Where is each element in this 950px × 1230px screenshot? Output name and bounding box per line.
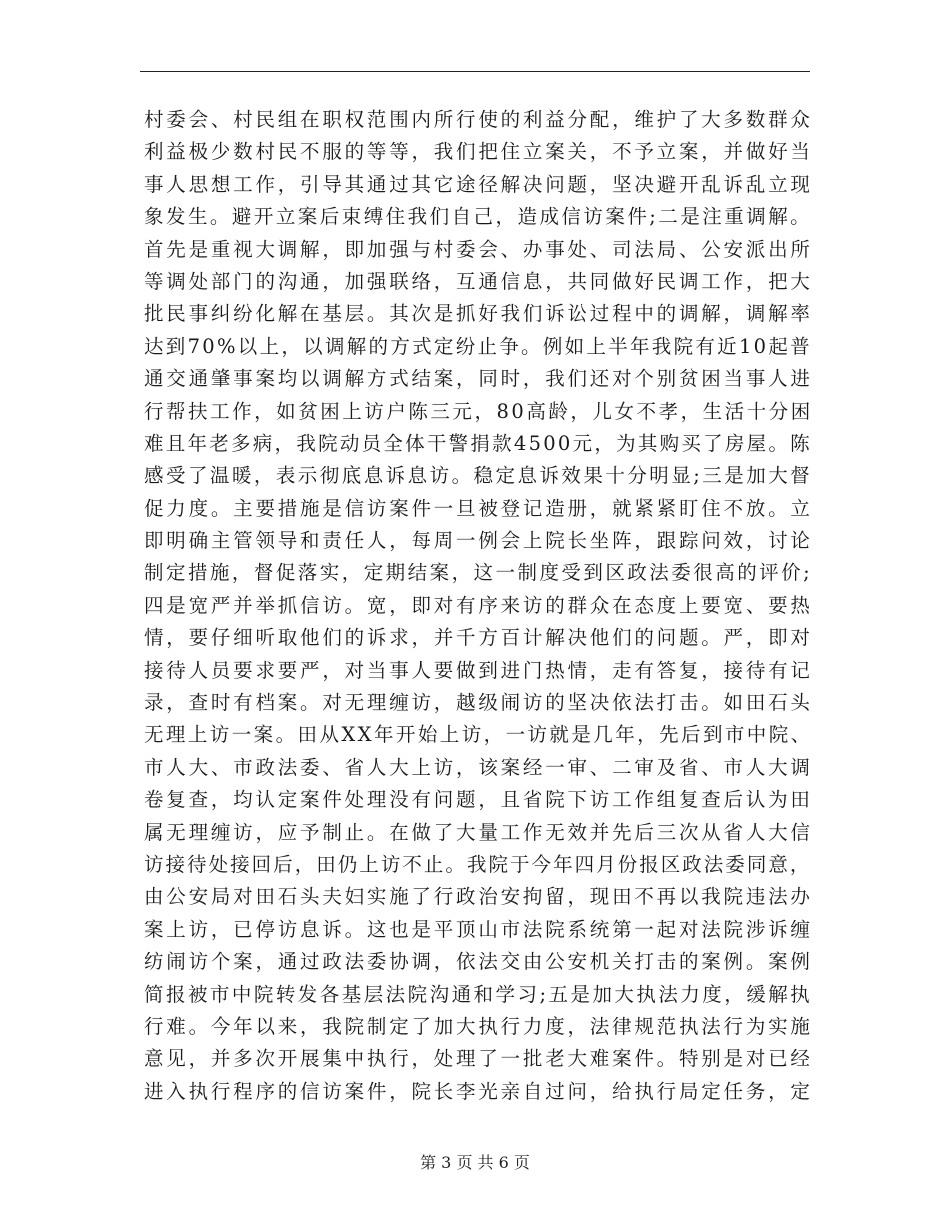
text-line: 批民事纠纷化解在基层。其次是抓好我们诉讼过程中的调解，调解率 [144, 302, 813, 326]
text-line: 纺闹访个案，通过政法委协调，依法交由公安机关打击的案例。案例 [144, 950, 813, 974]
text-line: 象发生。避开立案后束缚住我们自己，造成信访案件;二是注重调解。 [144, 205, 813, 229]
text-line: 制定措施，督促落实，定期结案，这一制度受到区政法委很高的评价; [144, 561, 813, 585]
page-number-label: 第 3 页 共 6 页 [420, 1153, 530, 1172]
text-line: 首先是重视大调解，即加强与村委会、办事处、司法局、公安派出所 [144, 237, 813, 261]
page-footer [0, 1152, 950, 1174]
text-line: 利益极少数村民不服的等等，我们把住立案关，不予立案，并做好当 [144, 140, 813, 164]
text-line: 卷复查，均认定案件处理没有问题，且省院下访工作组复查后认为田 [144, 788, 813, 812]
body-paragraph [144, 104, 813, 1108]
text-line: 案上访，已停访息诉。这也是平顶山市法院系统第一起对法院涉诉缠 [144, 917, 813, 941]
text-line: 行难。今年以来，我院制定了加大执行力度，法律规范执法行为实施 [144, 1014, 813, 1038]
text-line: 通交通肇事案均以调解方式结案，同时，我们还对个别贫困当事人进 [144, 367, 813, 391]
text-line: 达到70%以上，以调解的方式定纷止争。例如上半年我院有近10起普 [144, 334, 812, 358]
text-line: 行帮扶工作，如贫困上访户陈三元，80高龄，儿女不孝，生活十分困 [144, 399, 813, 423]
text-line: 难且年老多病，我院动员全体干警捐款4500元，为其购买了房屋。陈 [144, 431, 812, 455]
text-line: 市人大、市政法委、省人大上访，该案经一审、二审及省、市人大调 [144, 755, 813, 779]
text-line: 四是宽严并举抓信访。宽，即对有序来访的群众在态度上要宽、要热 [144, 593, 813, 617]
text-line: 简报被市中院转发各基层法院沟通和学习;五是加大执法力度，缓解执 [144, 982, 813, 1006]
text-line: 等调处部门的沟通，加强联络，互通信息，共同做好民调工作，把大 [144, 269, 813, 293]
text-line: 属无理缠访，应予制止。在做了大量工作无效并先后三次从省人大信 [144, 820, 813, 844]
text-line: 意见，并多次开展集中执行，处理了一批老大难案件。特别是对已经 [144, 1047, 813, 1071]
text-line: 事人思想工作，引导其通过其它途径解决问题，坚决避开乱诉乱立现 [144, 172, 813, 196]
text-line: 接待人员要求要严，对当事人要做到进门热情，走有答复，接待有记 [144, 658, 813, 682]
text-line: 促力度。主要措施是信访案件一旦被登记造册，就紧紧盯住不放。立 [144, 496, 813, 520]
text-line: 情，要仔细听取他们的诉求，并千方百计解决他们的问题。严，即对 [144, 626, 813, 650]
text-line: 录，查时有档案。对无理缠访，越级闹访的坚决依法打击。如田石头 [144, 691, 813, 715]
text-line: 感受了温暖，表示彻底息诉息访。稳定息诉效果十分明显;三是加大督 [144, 464, 813, 488]
text-line: 由公安局对田石头夫妇实施了行政治安拘留，现田不再以我院违法办 [144, 885, 813, 909]
text-line: 即明确主管领导和责任人，每周一例会上院长坐阵，跟踪问效，讨论 [144, 529, 813, 553]
text-line: 无理上访一案。田从XX年开始上访，一访就是几年，先后到市中院、 [144, 723, 813, 747]
text-line: 进入执行程序的信访案件，院长李光亲自过问，给执行局定任务，定 [144, 1079, 813, 1103]
header-divider [140, 71, 810, 72]
text-line: 访接待处接回后，田仍上访不止。我院于今年四月份报区政法委同意， [144, 852, 812, 876]
text-line: 村委会、村民组在职权范围内所行使的利益分配，维护了大多数群众 [144, 108, 813, 131]
